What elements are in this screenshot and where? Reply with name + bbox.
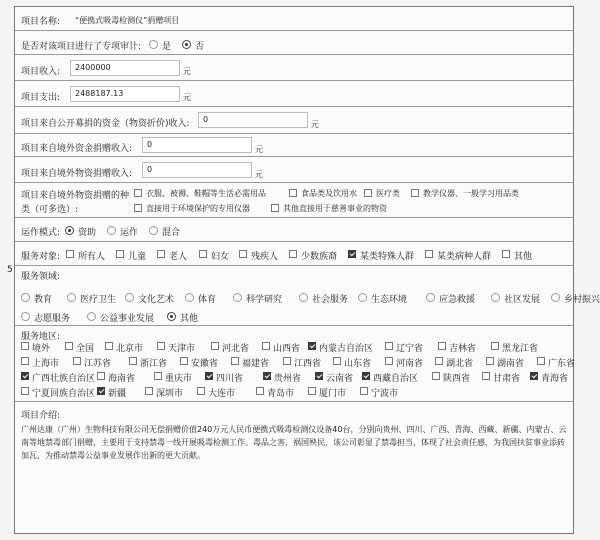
- goods-type-medical-label: 医疗类: [376, 189, 400, 198]
- mode-mixed-label: 混合: [162, 228, 181, 238]
- operation-mode-row: [15, 218, 573, 242]
- target-everyone-label: 所有人: [78, 252, 106, 262]
- project-name-value: “便携式吸毒检测仪”捐赠项目: [75, 16, 180, 25]
- region-label-2-8: 甘肃省: [493, 374, 521, 384]
- region-label-1-3: 安徽省: [191, 359, 219, 369]
- target-minority-label: 少数族裔: [301, 252, 338, 262]
- target-checkbox-other[interactable]: [502, 250, 510, 258]
- region-label-2-4: 贵州省: [274, 374, 302, 384]
- target-disabled-label: 残疾人: [251, 252, 279, 262]
- expense-unit: 元: [183, 93, 191, 102]
- public-funds-input[interactable]: 0: [198, 112, 308, 128]
- region-label-0-4: 河北省: [222, 344, 250, 354]
- region-checkbox-2-3[interactable]: [205, 372, 213, 380]
- region-checkbox-2-7[interactable]: [432, 372, 440, 380]
- region-label-1-7: 河南省: [396, 359, 424, 369]
- goods-type-checkbox-food[interactable]: [289, 189, 297, 197]
- goods-type-checkbox-daily[interactable]: [134, 189, 142, 197]
- region-label-2-3: 四川省: [216, 374, 244, 384]
- target-other-label: 其他: [514, 252, 533, 262]
- target-checkbox-special-group[interactable]: [348, 250, 356, 258]
- row-number: 5: [7, 265, 13, 275]
- region-label-0-7: 辽宁省: [396, 344, 424, 354]
- region-checkbox-0-4[interactable]: [211, 342, 219, 350]
- goods-type-checkbox-teaching[interactable]: [411, 189, 419, 197]
- region-checkbox-1-9[interactable]: [486, 357, 494, 365]
- region-label-0-1: 全国: [76, 344, 95, 354]
- intro-line-3: 加瓦，为推动禁毒公益事业发展作出新的更大贡献。: [21, 451, 205, 460]
- region-label-1-5: 江西省: [294, 359, 322, 369]
- goods-type-checkbox-medical[interactable]: [364, 189, 372, 197]
- service-field-extra-radio-2[interactable]: [167, 312, 176, 321]
- region-label-1-0: 上海市: [32, 359, 60, 369]
- target-special-group-label: 某类特殊人群: [360, 252, 415, 262]
- region-checkbox-2-5[interactable]: [315, 372, 323, 380]
- region-checkbox-2-0[interactable]: [21, 372, 29, 380]
- intro-line-2: 南等地禁毒部门捐赠，主要用于支持禁毒一线开展吸毒检测工作。毒品之害，祸国殃民，该公司彰显了禁毒担当，体现了社会责任感，为我国扶贫事业添砖: [21, 438, 565, 447]
- target-women-label: 妇女: [211, 252, 230, 262]
- public-funds-row: [15, 107, 573, 134]
- foreign-funds-row: [15, 134, 573, 157]
- public-funds-unit: 元: [311, 120, 319, 129]
- region-checkbox-1-7[interactable]: [385, 357, 393, 365]
- region-checkbox-1-6[interactable]: [333, 357, 341, 365]
- region-label-1-2: 浙江省: [140, 359, 168, 369]
- region-checkbox-3-1[interactable]: [97, 387, 105, 395]
- region-label-3-6: 宁波市: [371, 389, 399, 399]
- region-label-2-1: 海南省: [108, 374, 136, 384]
- goods-type-checkbox-environment[interactable]: [134, 204, 142, 212]
- service-field-radio-0[interactable]: [21, 293, 30, 302]
- audit-no-radio[interactable]: [182, 40, 191, 49]
- region-label-0-2: 北京市: [116, 344, 144, 354]
- region-checkbox-0-0[interactable]: [21, 342, 29, 350]
- service-targets-label: 服务对象:: [21, 252, 61, 262]
- mode-mixed-radio[interactable]: [149, 226, 158, 235]
- service-fields-label: 服务领域:: [21, 272, 61, 282]
- expense-row: [15, 81, 573, 107]
- income-row: [15, 55, 573, 81]
- region-checkbox-0-5[interactable]: [262, 342, 270, 350]
- service-field-radio-4[interactable]: [233, 293, 242, 302]
- service-field-label-3: 体育: [198, 295, 217, 305]
- target-checkbox-everyone[interactable]: [66, 250, 74, 258]
- goods-types-label-2: 类（可多选）:: [21, 205, 79, 215]
- region-checkbox-0-9[interactable]: [491, 342, 499, 350]
- audit-yes-label: 是: [162, 42, 172, 52]
- goods-types-label-1: 项目来自境外物资捐赠的种: [21, 191, 130, 201]
- region-label-0-3: 天津市: [168, 344, 196, 354]
- region-checkbox-0-2[interactable]: [105, 342, 113, 350]
- region-label-0-6: 内蒙古自治区: [319, 344, 374, 354]
- service-regions-label: 服务地区:: [21, 332, 61, 342]
- region-label-1-6: 山东省: [344, 359, 372, 369]
- service-field-label-0: 教育: [34, 295, 53, 305]
- region-label-1-4: 福建省: [242, 359, 270, 369]
- region-label-0-9: 黑龙江省: [502, 344, 539, 354]
- intro-label: 项目介绍:: [21, 411, 61, 421]
- region-label-2-7: 陕西省: [443, 374, 471, 384]
- service-field-label-1: 医疗卫生: [80, 295, 117, 305]
- region-label-0-0: 境外: [32, 344, 51, 354]
- region-label-0-5: 山西省: [273, 344, 301, 354]
- region-label-3-2: 深圳市: [156, 389, 184, 399]
- mode-operate-radio[interactable]: [107, 226, 116, 235]
- service-field-label-2: 文化艺术: [138, 295, 175, 305]
- region-label-2-0: 广西壮族自治区: [32, 374, 96, 384]
- service-field-radio-1[interactable]: [67, 293, 76, 302]
- intro-row: [15, 402, 573, 533]
- region-checkbox-3-0[interactable]: [21, 387, 29, 395]
- goods-type-daily-label: 衣服、被褥、鞋帽等生活必需用品: [146, 189, 266, 198]
- target-checkbox-minority[interactable]: [289, 250, 297, 258]
- region-checkbox-2-9[interactable]: [530, 372, 538, 380]
- service-field-extra-label-2: 其他: [180, 314, 199, 324]
- region-checkbox-1-0[interactable]: [21, 357, 29, 365]
- service-field-label-6: 生态环境: [371, 295, 408, 305]
- target-checkbox-disease-group[interactable]: [425, 250, 433, 258]
- expense-input[interactable]: 2488187.13: [70, 86, 180, 102]
- region-label-2-9: 青海省: [541, 374, 569, 384]
- region-label-2-5: 云南省: [326, 374, 354, 384]
- target-disease-group-label: 某类病种人群: [437, 252, 492, 262]
- intro-line-1: 广州达康（广州）生物科技有限公司无偿捐赠价值240万元人民币便携式吸毒检测仪设备40台，分别向贵州、四川、广西、青海、西藏、新疆、内蒙古、云: [21, 425, 567, 434]
- income-input[interactable]: 2400000: [70, 60, 180, 76]
- region-checkbox-0-1[interactable]: [65, 342, 73, 350]
- service-field-radio-9[interactable]: [551, 293, 560, 302]
- region-label-3-4: 青岛市: [267, 389, 295, 399]
- region-checkbox-1-10[interactable]: [537, 357, 545, 365]
- foreign-funds-unit: 元: [255, 145, 263, 154]
- service-field-radio-8[interactable]: [491, 293, 500, 302]
- audit-no-label: 否: [195, 42, 205, 52]
- expense-label: 项目支出:: [21, 93, 61, 103]
- service-regions-row: [15, 326, 576, 402]
- operation-mode-label: 运作模式:: [21, 228, 61, 238]
- goods-types-row: [15, 183, 573, 218]
- region-label-1-9: 湖南省: [497, 359, 525, 369]
- goods-type-checkbox-other[interactable]: [271, 204, 279, 212]
- region-checkbox-2-8[interactable]: [482, 372, 490, 380]
- audit-label: 是否对该项目进行了专项审计:: [21, 42, 142, 52]
- income-unit: 元: [183, 67, 191, 76]
- service-field-radio-6[interactable]: [358, 293, 367, 302]
- public-funds-label: 项目来自公开募捐的资金（物资折价)收入:: [21, 119, 190, 129]
- service-targets-row: [15, 242, 573, 266]
- region-label-2-2: 重庆市: [165, 374, 193, 384]
- region-label-2-6: 西藏自治区: [373, 374, 419, 384]
- service-field-label-4: 科学研究: [246, 295, 283, 305]
- project-form: [14, 6, 600, 534]
- region-checkbox-1-1[interactable]: [73, 357, 81, 365]
- foreign-goods-input[interactable]: 0: [142, 162, 252, 178]
- service-field-radio-3[interactable]: [185, 293, 194, 302]
- region-checkbox-3-6[interactable]: [360, 387, 368, 395]
- service-field-extra-radio-1[interactable]: [87, 312, 96, 321]
- region-checkbox-2-2[interactable]: [154, 372, 162, 380]
- mode-fund-label: 资助: [78, 228, 97, 238]
- goods-type-food-label: 食品类及饮用水: [301, 189, 357, 198]
- target-checkbox-women[interactable]: [199, 250, 207, 258]
- target-checkbox-elderly[interactable]: [157, 250, 165, 258]
- foreign-goods-row: [15, 157, 573, 183]
- service-field-label-5: 社会服务: [312, 295, 349, 305]
- foreign-funds-input[interactable]: 0: [142, 137, 252, 153]
- region-label-1-1: 江苏省: [84, 359, 112, 369]
- region-label-1-8: 湖北省: [446, 359, 474, 369]
- audit-yes-radio[interactable]: [149, 40, 158, 49]
- region-label-0-8: 吉林省: [449, 344, 477, 354]
- service-field-extra-label-0: 志愿服务: [34, 314, 71, 324]
- project-name-row: [15, 7, 573, 31]
- service-fields-row: [15, 266, 600, 326]
- service-field-label-7: 应急救援: [439, 295, 476, 305]
- region-checkbox-1-2[interactable]: [129, 357, 137, 365]
- service-field-radio-5[interactable]: [299, 293, 308, 302]
- audit-row: [15, 31, 573, 55]
- target-elderly-label: 老人: [169, 252, 188, 262]
- project-name-label: 项目名称:: [21, 17, 61, 27]
- region-label-3-0: 宁夏回族自治区: [32, 389, 96, 399]
- region-checkbox-0-6[interactable]: [308, 342, 316, 350]
- region-checkbox-0-8[interactable]: [438, 342, 446, 350]
- income-label: 项目收入:: [21, 67, 61, 77]
- service-field-label-9: 乡村振兴: [564, 295, 600, 305]
- foreign-goods-unit: 元: [255, 170, 263, 179]
- mode-operate-label: 运作: [120, 228, 139, 238]
- region-checkbox-2-1[interactable]: [97, 372, 105, 380]
- mode-fund-radio[interactable]: [65, 226, 74, 235]
- region-checkbox-3-5[interactable]: [308, 387, 316, 395]
- goods-type-environment-label: 直接用于环境保护的专用仪器: [146, 204, 250, 213]
- target-checkbox-children[interactable]: [116, 250, 124, 258]
- region-checkbox-1-4[interactable]: [231, 357, 239, 365]
- target-checkbox-disabled[interactable]: [239, 250, 247, 258]
- region-label-3-1: 新疆: [108, 389, 127, 399]
- goods-type-other-label: 其他直接用于慈善事业的物资: [283, 204, 387, 213]
- region-checkbox-2-4[interactable]: [263, 372, 271, 380]
- region-label-1-10: 广东省: [548, 359, 576, 369]
- region-checkbox-3-2[interactable]: [145, 387, 153, 395]
- service-field-label-8: 社区发展: [504, 295, 541, 305]
- region-label-3-3: 大连市: [208, 389, 236, 399]
- region-label-3-5: 厦门市: [319, 389, 347, 399]
- region-checkbox-3-4[interactable]: [256, 387, 264, 395]
- service-field-radio-2[interactable]: [125, 293, 134, 302]
- region-checkbox-1-3[interactable]: [180, 357, 188, 365]
- region-checkbox-1-5[interactable]: [283, 357, 291, 365]
- target-children-label: 儿童: [128, 252, 147, 262]
- service-field-extra-radio-0[interactable]: [21, 312, 30, 321]
- region-checkbox-0-7[interactable]: [385, 342, 393, 350]
- goods-type-teaching-label: 教学仪器、一般学习用品类: [423, 189, 519, 198]
- region-checkbox-2-6[interactable]: [362, 372, 370, 380]
- foreign-funds-label: 项目来自境外资金捐赠收入:: [21, 144, 133, 154]
- service-field-extra-label-1: 公益事业发展: [100, 314, 155, 324]
- region-checkbox-1-8[interactable]: [435, 357, 443, 365]
- foreign-goods-label: 项目来自境外物资捐赠收入:: [21, 169, 133, 179]
- region-checkbox-3-3[interactable]: [197, 387, 205, 395]
- region-checkbox-0-3[interactable]: [157, 342, 165, 350]
- service-field-radio-7[interactable]: [426, 293, 435, 302]
